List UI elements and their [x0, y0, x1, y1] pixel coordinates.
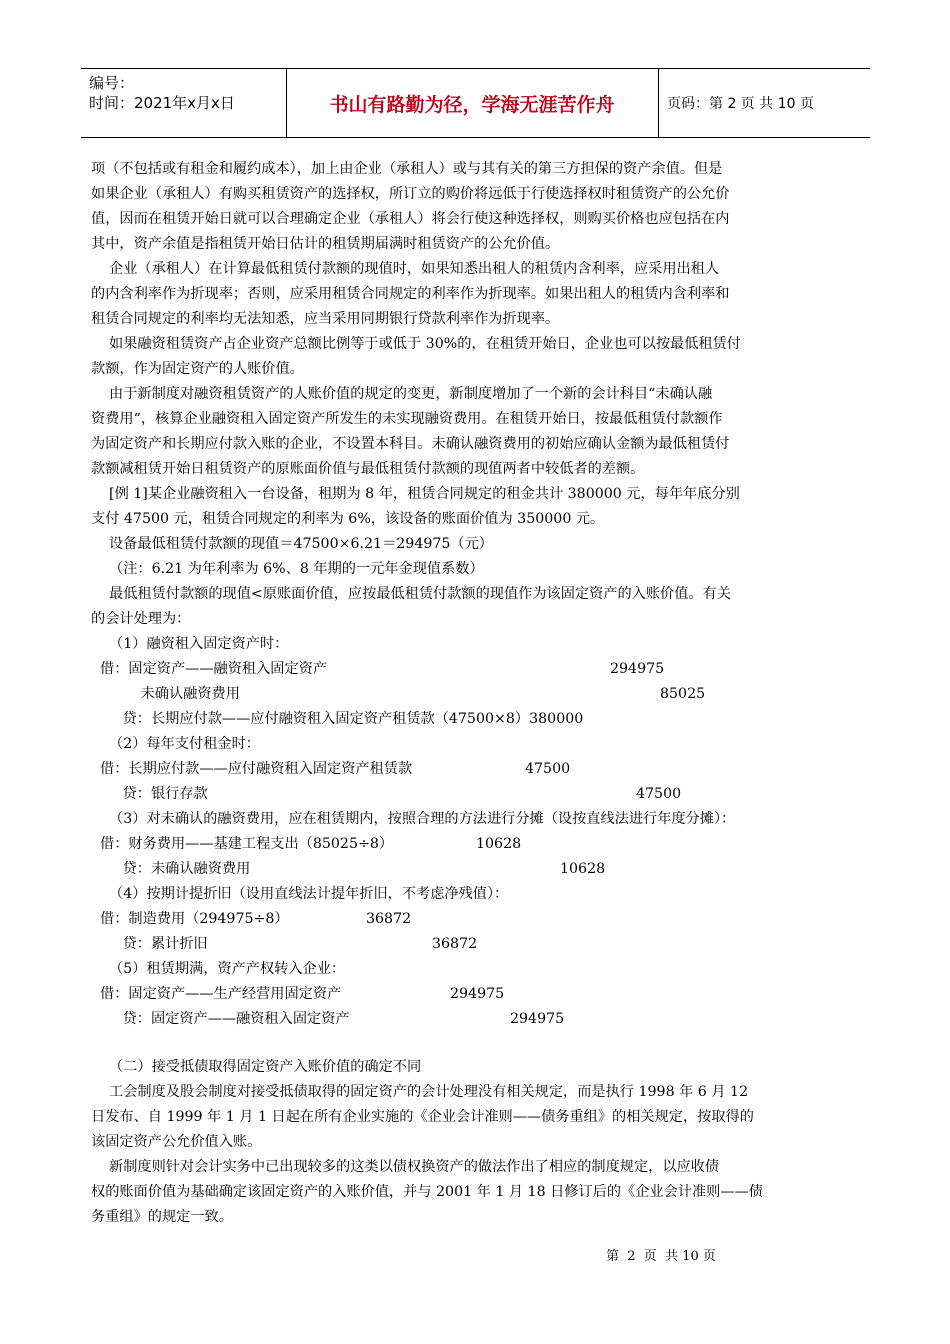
text-line: 值，因而在租赁开始日就可以合理确定企业（承租人）将会行使这种选择权，则购买价格也应包括在内	[91, 211, 730, 227]
text-line: 最低租赁付款额的现值<原账面价值，应按最低租赁付款额的现值作为该固定资产的入账价值。有关	[91, 586, 731, 602]
text-line: 如果企业（承租人）有购买租赁资产的选择权，所订立的购价将远低于行使选择权时租赁资产的公允价	[91, 186, 730, 202]
journal-amount: 10628	[560, 861, 606, 877]
text-line: 款额减租赁开始日租赁资产的原账面价值与最低租赁付款额的现值两者中较低者的差额。	[91, 461, 645, 477]
journal-amount: 47500	[525, 761, 571, 777]
journal-entry-line: 贷：累计折旧	[91, 936, 208, 952]
text-line: 权的账面价值为基础确定该固定资产的入账价值，并与 2001 年 1 月 18 日修订后的《企业会计准则——债	[91, 1184, 763, 1200]
journal-entry-line: 借：固定资产——生产经营用固定资产	[91, 986, 342, 1002]
text-line: 企业（承租人）在计算最低租赁付款额的现值时，如果知悉出租人的租赁内含利率，应采用出租人	[91, 261, 720, 277]
text-line: 新制度则针对会计实务中已出现较多的这类以债权换资产的做法作出了相应的制度规定，以应收债	[91, 1159, 720, 1175]
journal-amount: 294975	[510, 1011, 565, 1027]
journal-entry-line: 借：制造费用（294975÷8）	[91, 911, 289, 927]
text-line: 项（不包括或有租金和履约成本），加上由企业（承租人）或与其有关的第三方担保的资产余值。但是	[91, 161, 723, 177]
text-line: （5）租赁期满，资产产权转入企业：	[91, 961, 346, 977]
journal-entry-line: 贷：银行存款	[91, 786, 208, 802]
text-line: 的会计处理为：	[91, 611, 191, 627]
header-divider-right	[658, 69, 659, 137]
section-heading: （二）接受抵债取得固定资产入账价值的确定不同	[91, 1059, 422, 1075]
journal-entry-line: 贷：未确认融资费用	[91, 861, 251, 877]
page-footer: 第 2 页 共 10 页	[606, 1249, 716, 1264]
journal-amount: 36872	[432, 936, 478, 952]
text-line: （2）每年支付租金时：	[91, 736, 260, 752]
number-label: 编号：	[89, 74, 135, 92]
header-motto: 书山有路勤为径，学海无涯苦作舟	[329, 93, 615, 116]
journal-amount: 294975	[610, 661, 665, 677]
text-line: （注：6.21 为年利率为 6%、8 年期的一元年金现值系数）	[91, 561, 484, 577]
text-line: 的内含利率作为折现率；否则，应采用租赁合同规定的利率作为折现率。如果出租人的租赁内含利率和	[91, 286, 730, 302]
text-line: 如果融资租赁资产占企业资产总额比例等于或低于 30%的，在租赁开始日，企业也可以按最低租赁付	[91, 336, 741, 352]
text-line: 款额，作为固定资产的人账价值。	[91, 361, 304, 377]
journal-amount: 36872	[366, 911, 412, 927]
header-meta	[89, 73, 235, 113]
text-line: 工会制度及股会制度对接受抵债取得的固定资产的会计处理没有相关规定，而是执行 1998 年 6 月 12	[91, 1084, 749, 1100]
text-line: （1）融资租入固定资产时：	[91, 636, 289, 652]
journal-entry-line: 借：固定资产——融资租入固定资产	[91, 661, 328, 677]
text-line: 务重组》的规定一致。	[91, 1209, 233, 1225]
text-line: （4）按期计提折旧（设用直线法计提年折旧，不考虑净残值）：	[91, 886, 509, 902]
journal-amount: 10628	[476, 836, 522, 852]
text-line: 其中，资产余值是指租赁开始日估计的租赁期届满时租赁资产的公允价值。	[91, 236, 560, 252]
text-line: 为固定资产和长期应付款入账的企业，不设置本科目。未确认融资费用的初始应确认金额为最低租赁付	[91, 436, 730, 452]
text-line: 支付 47500 元，租赁合同规定的利率为 6%，该设备的账面价值为 350000 元。	[91, 511, 605, 527]
journal-amount: 85025	[660, 686, 706, 702]
journal-entry-line: 贷：长期应付款——应付融资租入固定资产租赁款（47500×8）380000	[91, 711, 584, 727]
journal-amount: 294975	[450, 986, 505, 1002]
header-page-info: 页码：第 2 页 共 10 页	[667, 96, 814, 112]
date-label: 时间：2021年x月x日	[89, 94, 235, 112]
journal-entry-line: 借：财务费用——基建工程支出（85025÷8）	[91, 836, 394, 852]
text-line: 日发布、自 1999 年 1 月 1 日起在所有企业实施的《企业会计准则——债务重组》的相关规定，按取得的	[91, 1109, 754, 1125]
journal-entry-line: 借：长期应付款——应付融资租入固定资产租赁款	[91, 761, 413, 777]
journal-entry-line: 未确认融资费用	[91, 686, 240, 702]
text-line: 设备最低租赁付款额的现值＝47500×6.21＝294975（元）	[91, 536, 493, 552]
document-header	[81, 68, 870, 138]
text-line: 租赁合同规定的利率均无法知悉，应当采用同期银行贷款利率作为折现率。	[91, 311, 560, 327]
text-line: 资费用“，核算企业融资租入固定资产所发生的未实现融资费用。在租赁开始日，按最低租赁付款额作	[91, 411, 723, 427]
journal-amount: 47500	[636, 786, 682, 802]
text-line: 由于新制度对融资租赁资产的人账价值的规定的变更，新制度增加了一个新的会计科目“未确认融	[91, 386, 713, 402]
text-line: 该固定资产公允价值入账。	[91, 1134, 262, 1150]
journal-entry-line: 贷：固定资产——融资租入固定资产	[91, 1011, 350, 1027]
text-line: （3）对未确认的融资费用，应在租赁期内，按照合理的方法进行分摊（设按直线法进行年度分摊）：	[91, 811, 736, 827]
text-line: [例 1]某企业融资租入一台设备，租期为 8 年，租赁合同规定的租金共计 380000 元，每年年底分别	[91, 486, 740, 502]
